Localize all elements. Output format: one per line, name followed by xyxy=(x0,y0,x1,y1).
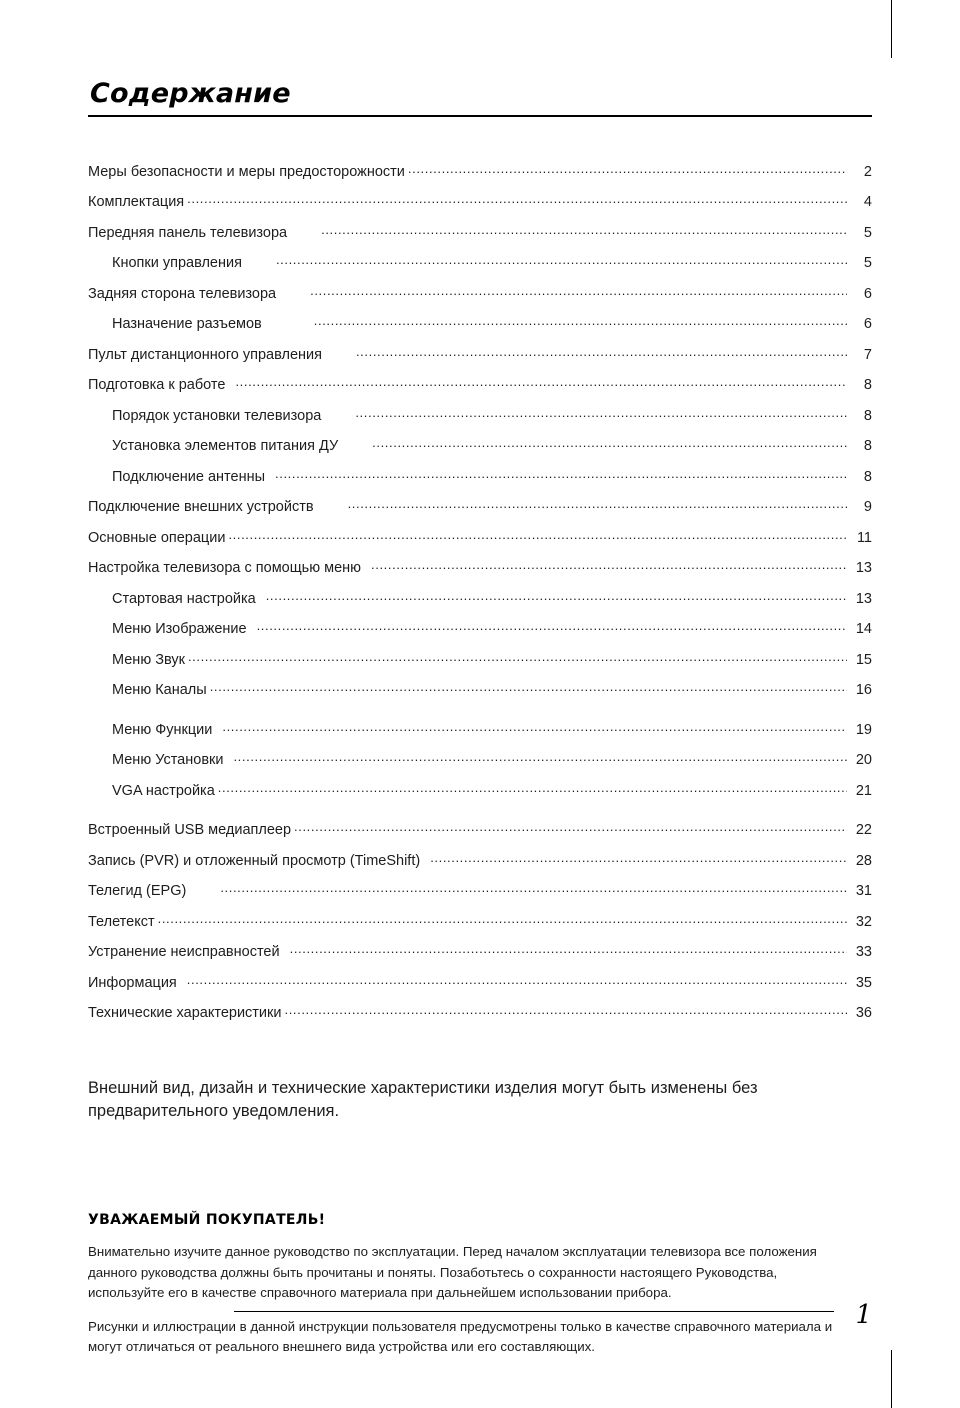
toc-leader-dots xyxy=(371,558,847,573)
toc-entry[interactable] xyxy=(88,283,872,301)
toc-spacer xyxy=(88,710,872,719)
toc-entry-page: 15 xyxy=(855,651,872,668)
toc-entry-label: Встроенный USB медиаплеер xyxy=(88,822,292,838)
notice-paragraph: Внешний вид, дизайн и технические характеристики изделия могут быть изменены без предварительного уведомления. xyxy=(88,1078,758,1121)
toc-entry-page: 5 xyxy=(863,224,872,241)
toc-leader-dots xyxy=(233,750,847,765)
toc-leader-dots xyxy=(257,619,847,634)
toc-leader-dots xyxy=(372,436,847,451)
toc-entry-label: Технические характеристики xyxy=(88,1005,282,1021)
customer-notice-paragraph-1: Внимательно изучите данное руководство по эксплуатации. Перед началом эксплуатации телевизора все положения данного руководства должны быть прочитаны и поняты. Позаботьтесь о сохранности настоящего Руководства, используйте его в качестве справочного материала при дальнейшем использовании прибора. xyxy=(88,1244,817,1300)
table-of-contents xyxy=(88,161,872,1021)
toc-leader-dots xyxy=(321,222,847,237)
toc-spacer xyxy=(88,811,872,820)
toc-entry[interactable] xyxy=(88,405,872,423)
toc-entry-label: Порядок установки телевизора xyxy=(112,407,322,424)
toc-entry[interactable] xyxy=(88,619,872,637)
toc-entry-label: Телетекст xyxy=(88,913,155,930)
page-number: 1 xyxy=(855,1300,872,1330)
toc-entry-page: 8 xyxy=(863,377,872,393)
toc-entry-label: Меню Установки xyxy=(112,752,224,768)
toc-entry-label: Задняя сторона телевизора xyxy=(88,285,277,302)
toc-entry-page: 2 xyxy=(863,163,872,180)
toc-entry-page: 31 xyxy=(855,883,872,899)
toc-entry-page: 32 xyxy=(855,913,872,930)
toc-leader-dots xyxy=(294,820,847,835)
toc-entry[interactable] xyxy=(88,680,872,698)
toc-entry-page: 5 xyxy=(863,255,872,271)
toc-entry-label: Меню Функции xyxy=(112,721,213,738)
toc-entry-page: 8 xyxy=(863,407,872,424)
page-content xyxy=(88,78,872,1371)
toc-entry-label: Установка элементов питания ДУ xyxy=(112,438,339,454)
toc-entry-page: 6 xyxy=(863,316,872,332)
toc-entry-label: Комплектация xyxy=(88,194,185,210)
toc-entry-page: 21 xyxy=(855,782,872,799)
toc-entry-page: 11 xyxy=(856,529,872,546)
toc-entry[interactable] xyxy=(88,375,872,393)
toc-leader-dots xyxy=(356,344,847,359)
toc-entry-page: 8 xyxy=(863,468,872,485)
toc-entry[interactable] xyxy=(88,750,872,768)
toc-entry-label: Меры безопасности и меры предосторожности xyxy=(88,163,405,180)
toc-leader-dots xyxy=(276,253,847,268)
toc-leader-dots xyxy=(275,466,847,481)
customer-notice-paragraph-2: Рисунки и иллюстрации в данной инструкции пользователя предусмотрены только в качестве справочного материала и могут отличаться от реального внешнего вида устройства или его составляющих. xyxy=(88,1318,833,1355)
page-title: Содержание xyxy=(90,78,291,109)
toc-leader-dots xyxy=(314,314,847,329)
toc-entry-label: Меню Звук xyxy=(112,651,185,668)
toc-leader-dots xyxy=(187,192,847,207)
toc-leader-dots xyxy=(408,161,847,176)
toc-entry[interactable] xyxy=(88,719,872,737)
toc-entry-label: Информация xyxy=(88,974,177,991)
toc-entry-page: 9 xyxy=(863,499,872,515)
customer-notice-block xyxy=(88,1212,872,1357)
toc-entry[interactable] xyxy=(88,972,872,990)
toc-entry[interactable] xyxy=(88,558,872,576)
toc-leader-dots xyxy=(310,283,847,298)
toc-entry[interactable] xyxy=(88,436,872,454)
toc-entry-label: Меню Изображение xyxy=(112,621,247,637)
toc-entry[interactable] xyxy=(88,850,872,868)
toc-entry-label: Подключение внешних устройств xyxy=(88,499,314,515)
toc-leader-dots xyxy=(284,1003,847,1018)
toc-entry-label: VGA настройка xyxy=(112,782,215,799)
toc-entry[interactable] xyxy=(88,253,872,271)
toc-leader-dots xyxy=(210,680,847,695)
toc-entry-label: Основные операции xyxy=(88,529,226,546)
toc-entry-label: Устранение неисправностей xyxy=(88,944,280,960)
toc-entry[interactable] xyxy=(88,344,872,362)
toc-leader-dots xyxy=(235,375,847,390)
toc-entry-label: Кнопки управления xyxy=(112,255,242,271)
toc-entry-page: 33 xyxy=(855,944,872,960)
toc-entry[interactable] xyxy=(88,780,872,798)
toc-entry-label: Подключение антенны xyxy=(112,468,266,485)
toc-entry[interactable] xyxy=(88,881,872,899)
page-footer xyxy=(88,1300,872,1330)
toc-entry-page: 7 xyxy=(863,346,872,363)
customer-notice-heading: УВАЖАЕМЫЙ ПОКУПАТЕЛЬ! xyxy=(88,1212,326,1229)
toc-entry[interactable] xyxy=(88,161,872,179)
toc-entry[interactable] xyxy=(88,649,872,667)
toc-entry[interactable] xyxy=(88,192,872,210)
toc-entry-label: Подготовка к работе xyxy=(88,377,226,393)
toc-entry[interactable] xyxy=(88,314,872,332)
toc-entry-page: 13 xyxy=(855,590,872,607)
toc-entry-label: Меню Каналы xyxy=(112,682,207,698)
toc-entry[interactable] xyxy=(88,942,872,960)
toc-entry-page: 13 xyxy=(855,560,872,576)
toc-entry-label: Передняя панель телевизора xyxy=(88,224,288,241)
toc-entry-label: Назначение разъемов xyxy=(112,316,262,332)
toc-entry-page: 28 xyxy=(855,852,872,869)
toc-leader-dots xyxy=(266,588,847,603)
toc-leader-dots xyxy=(158,911,847,926)
toc-leader-dots xyxy=(290,942,847,957)
toc-leader-dots xyxy=(222,719,847,734)
toc-entry-page: 22 xyxy=(855,822,872,838)
toc-entry-label: Пульт дистанционного управления xyxy=(88,346,322,363)
toc-entry-page: 35 xyxy=(855,974,872,991)
toc-entry-page: 20 xyxy=(855,752,872,768)
footer-divider xyxy=(234,1311,834,1312)
toc-leader-dots xyxy=(430,850,847,865)
toc-entry[interactable] xyxy=(88,466,872,484)
toc-entry-label: Запись (PVR) и отложенный просмотр (TimeShift) xyxy=(88,852,421,869)
toc-entry[interactable] xyxy=(88,911,872,929)
toc-entry[interactable] xyxy=(88,527,872,545)
toc-entry-label: Телегид (EPG) xyxy=(88,883,187,899)
toc-entry-page: 16 xyxy=(855,682,872,698)
toc-leader-dots xyxy=(220,881,847,896)
toc-leader-dots xyxy=(348,497,847,512)
toc-entry-page: 19 xyxy=(855,721,872,738)
toc-leader-dots xyxy=(187,972,847,987)
toc-entry-label: Настройка телевизора с помощью меню xyxy=(88,560,362,576)
toc-entry[interactable] xyxy=(88,497,872,515)
toc-entry-page: 14 xyxy=(855,621,872,637)
toc-entry-page: 8 xyxy=(863,438,872,454)
toc-leader-dots xyxy=(218,780,847,795)
toc-entry-page: 6 xyxy=(863,285,872,302)
toc-entry-page: 4 xyxy=(863,194,872,210)
toc-leader-dots xyxy=(355,405,847,420)
toc-leader-dots xyxy=(228,527,847,542)
toc-entry-page: 36 xyxy=(855,1005,872,1021)
toc-entry[interactable] xyxy=(88,1003,872,1021)
toc-leader-dots xyxy=(188,649,847,664)
title-divider xyxy=(88,115,872,117)
toc-entry-label: Стартовая настройка xyxy=(112,590,256,607)
toc-entry[interactable] xyxy=(88,588,872,606)
toc-entry[interactable] xyxy=(88,222,872,240)
toc-entry[interactable] xyxy=(88,820,872,838)
